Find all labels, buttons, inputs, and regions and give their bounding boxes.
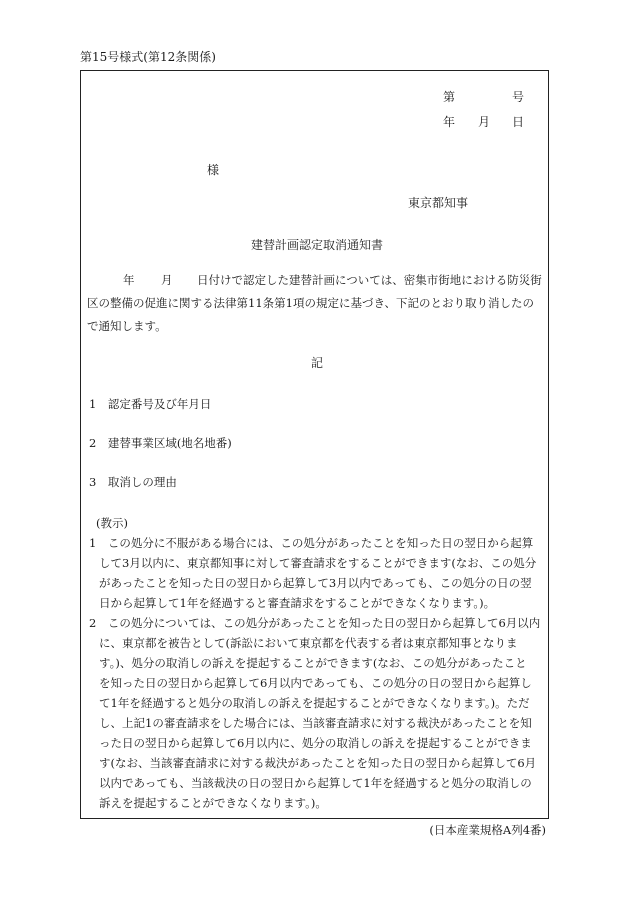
item-2: 2 建替事業区域(地名地番) bbox=[89, 436, 232, 450]
notice-line: し、上記1の審査請求をした場合には、当該審査請求に対する裁決があったことを知 bbox=[99, 716, 532, 730]
body-line-2: 区の整備の促進に関する法律第11条第1項の規定に基づき、下記のとおり取り消したの bbox=[87, 296, 534, 310]
notice-line: 1 この処分に不服がある場合には、この処分があったことを知った日の翌日から起算 bbox=[89, 536, 534, 550]
paper-size-note: (日本産業規格A列4番) bbox=[429, 823, 546, 837]
notice-line: を知った日の翌日から起算して6月以内であっても、この処分の日の翌日から起算し bbox=[99, 676, 532, 690]
notice-heading: (教示) bbox=[96, 516, 128, 530]
notice-line: 訴えを提起することができなくなります。)。 bbox=[99, 796, 327, 810]
notice-line: て1年を経過すると処分の取消しの訴えを提起することができなくなります。)。ただ bbox=[99, 696, 530, 710]
notice-line: 日から起算して1年を経過すると審査請求をすることができなくなります。)。 bbox=[99, 596, 496, 610]
date-day: 日 bbox=[512, 115, 525, 129]
body-line-1: 日付けで認定した建替計画については、密集市街地における防災街 bbox=[197, 273, 542, 287]
body-year: 年 bbox=[123, 273, 135, 287]
issuer-name: 東京都知事 bbox=[408, 196, 469, 210]
notice-line: った日の翌日から起算して6月以内に、処分の取消しの訴えを提起することができま bbox=[99, 736, 532, 750]
form-number-label: 第15号様式(第12条関係) bbox=[80, 50, 216, 64]
body-month: 月 bbox=[161, 273, 173, 287]
date-year: 年 bbox=[443, 115, 456, 129]
item-3: 3 取消しの理由 bbox=[89, 475, 177, 489]
date-month: 月 bbox=[478, 115, 491, 129]
document-number-prefix: 第 bbox=[443, 90, 456, 104]
body-line-3: で通知します。 bbox=[87, 319, 167, 333]
item-1: 1 認定番号及び年月日 bbox=[89, 397, 212, 411]
notice-line: す。)、処分の取消しの訴えを提起することができます(なお、この処分があったこと bbox=[99, 656, 527, 670]
document-title: 建替計画認定取消通知書 bbox=[251, 238, 384, 252]
ki-heading: 記 bbox=[311, 356, 324, 370]
notice-line: があったことを知った日の翌日から起算して3月以内であっても、この処分の日の翌 bbox=[99, 576, 532, 590]
notice-line: す(なお、当該審査請求に対する裁決があったことを知った日の翌日から起算して6月 bbox=[99, 756, 537, 770]
notice-line: して3月以内に、東京都知事に対して審査請求をすることができます(なお、この処分 bbox=[99, 556, 537, 570]
document-number-suffix: 号 bbox=[512, 90, 525, 104]
notice-line: 以内であっても、当該裁決の日の翌日から起算して1年を経過すると処分の取消しの bbox=[99, 776, 532, 790]
notice-line: に、東京都を被告として(訴訟において東京都を代表する者は東京都知事となりま bbox=[99, 636, 518, 650]
addressee-suffix: 様 bbox=[207, 163, 220, 177]
notice-line: 2 この処分については、この処分があったことを知った日の翌日から起算して6月以内 bbox=[89, 616, 541, 630]
